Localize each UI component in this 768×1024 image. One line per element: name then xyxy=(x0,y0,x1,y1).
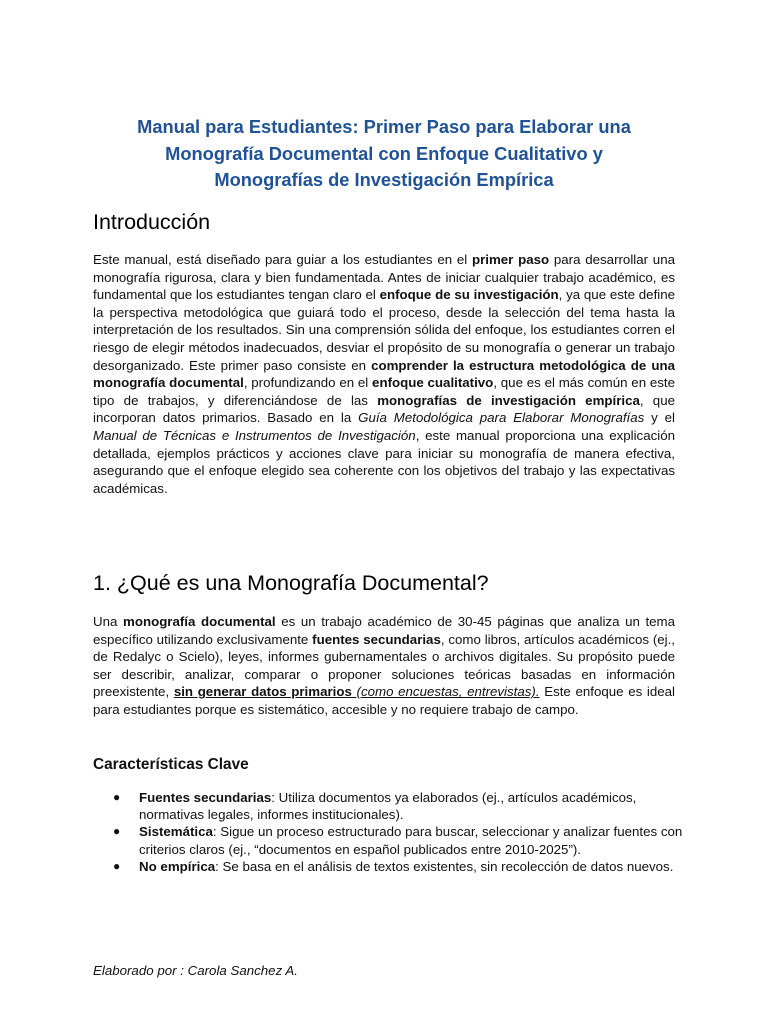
italic-title: Guía Metodológica para Elaborar Monografías xyxy=(358,410,645,426)
list-item-term: No empírica xyxy=(139,858,216,874)
text-run: para desarrollar una monografía rigurosa, clara y bien fundamentada. Antes de iniciar cualquier trabajo académico, es fundamental que los estudiantes tengan claro el xyxy=(93,252,675,303)
title-line-1: Manual para Estudiantes: Primer Paso para Elaborar una xyxy=(137,116,631,137)
list-item-term: Sistemática xyxy=(139,824,213,840)
intro-paragraph xyxy=(93,251,675,497)
section-1-paragraph xyxy=(93,613,675,719)
bold-term: monografías de investigación empírica xyxy=(377,392,640,408)
text-run: , como libros, artículos académicos (ej., de Redalyc o Scielo), leyes, informes gubernamentales o archivos digitales. Su propósito puede ser describir, analizar, comparar o proponer soluciones teóricas basadas en información preexistente, xyxy=(93,631,675,700)
text-run: y el xyxy=(644,410,675,426)
text-run: , profundizando en el xyxy=(243,375,373,391)
text-run: , que incorporan datos primarios. Basado en la xyxy=(93,392,675,426)
list-item-term: Fuentes secundarias xyxy=(139,790,272,805)
list-item xyxy=(93,789,693,823)
underlined-bold-term: sin generar datos primarios xyxy=(173,684,352,700)
list-item-text: : Utiliza documentos ya elaborados (ej., artículos académicos, normativas legales, informes institucionales). xyxy=(139,790,637,823)
bold-term: monografía documental xyxy=(123,614,276,629)
list-item xyxy=(93,823,693,857)
characteristics-list xyxy=(93,789,693,875)
underlined-italic-note: (como encuestas, entrevistas). xyxy=(351,684,540,700)
italic-title: Manual de Técnicas e Instrumentos de Investigación xyxy=(93,427,416,443)
text-run: , este manual proporciona una explicación detallada, ejemplos prácticos y acciones clave para iniciar su monografía de manera efectiva, asegurando que el enfoque elegido sea coherente con los objetivos del trabajo y las expectativas académicas. xyxy=(93,427,675,496)
bullet-icon: ● xyxy=(113,824,121,839)
bold-term: enfoque de su investigación xyxy=(379,287,559,303)
characteristics-heading: Características Clave xyxy=(93,756,249,773)
bold-term: fuentes secundarias xyxy=(312,631,441,647)
list-item-text: : Se basa en el análisis de textos existentes, sin recolección de datos nuevos. xyxy=(215,858,674,874)
bullet-icon: ● xyxy=(113,858,121,873)
intro-heading: Introducción xyxy=(93,210,211,234)
title-line-3: Monografías de Investigación Empírica xyxy=(214,169,554,190)
text-run: Este manual, está diseñado para guiar a los estudiantes en el xyxy=(93,252,472,267)
text-run: Este enfoque es ideal para estudiantes porque es sistemático, accesible y no requiere trabajo de campo. xyxy=(93,684,675,717)
title-line-2: Monografía Documental con Enfoque Cualitativo y xyxy=(165,142,603,164)
document-title xyxy=(93,114,675,194)
section-1-heading: 1. ¿Qué es una Monografía Documental? xyxy=(93,571,489,595)
bold-term: primer paso xyxy=(471,252,550,267)
list-item xyxy=(93,858,693,875)
text-run: , que es el más común en este tipo de trabajos, y diferenciándose de las xyxy=(93,375,675,408)
text-run: Una xyxy=(93,614,123,629)
text-run: , ya que este define la perspectiva metodológica que guiará todo el proceso, desde la selección del tema hasta la interpretación de los resultados. Sin una comprensión sólida del enfoque, los estudiantes corren el riesgo de elegir métodos inadecuados, desviar el propósito de su monografía o generar un trabajo desorganizado. Este primer paso consiste en xyxy=(93,287,676,373)
bold-term: enfoque cualitativo xyxy=(372,375,494,391)
text-run: es un trabajo académico de 30-45 páginas que analiza un tema específico utilizando exclusivamente xyxy=(93,614,676,647)
author-footer: Elaborado por : Carola Sanchez A. xyxy=(93,963,298,978)
bold-term: comprender la estructura metodológica de una monografía documental xyxy=(93,357,675,391)
bullet-icon: ● xyxy=(113,790,121,804)
list-item-text: : Sigue un proceso estructurado para buscar, seleccionar y analizar fuentes con criterios claros (ej., “documentos en español publicados entre 2010-2025”). xyxy=(139,824,683,857)
